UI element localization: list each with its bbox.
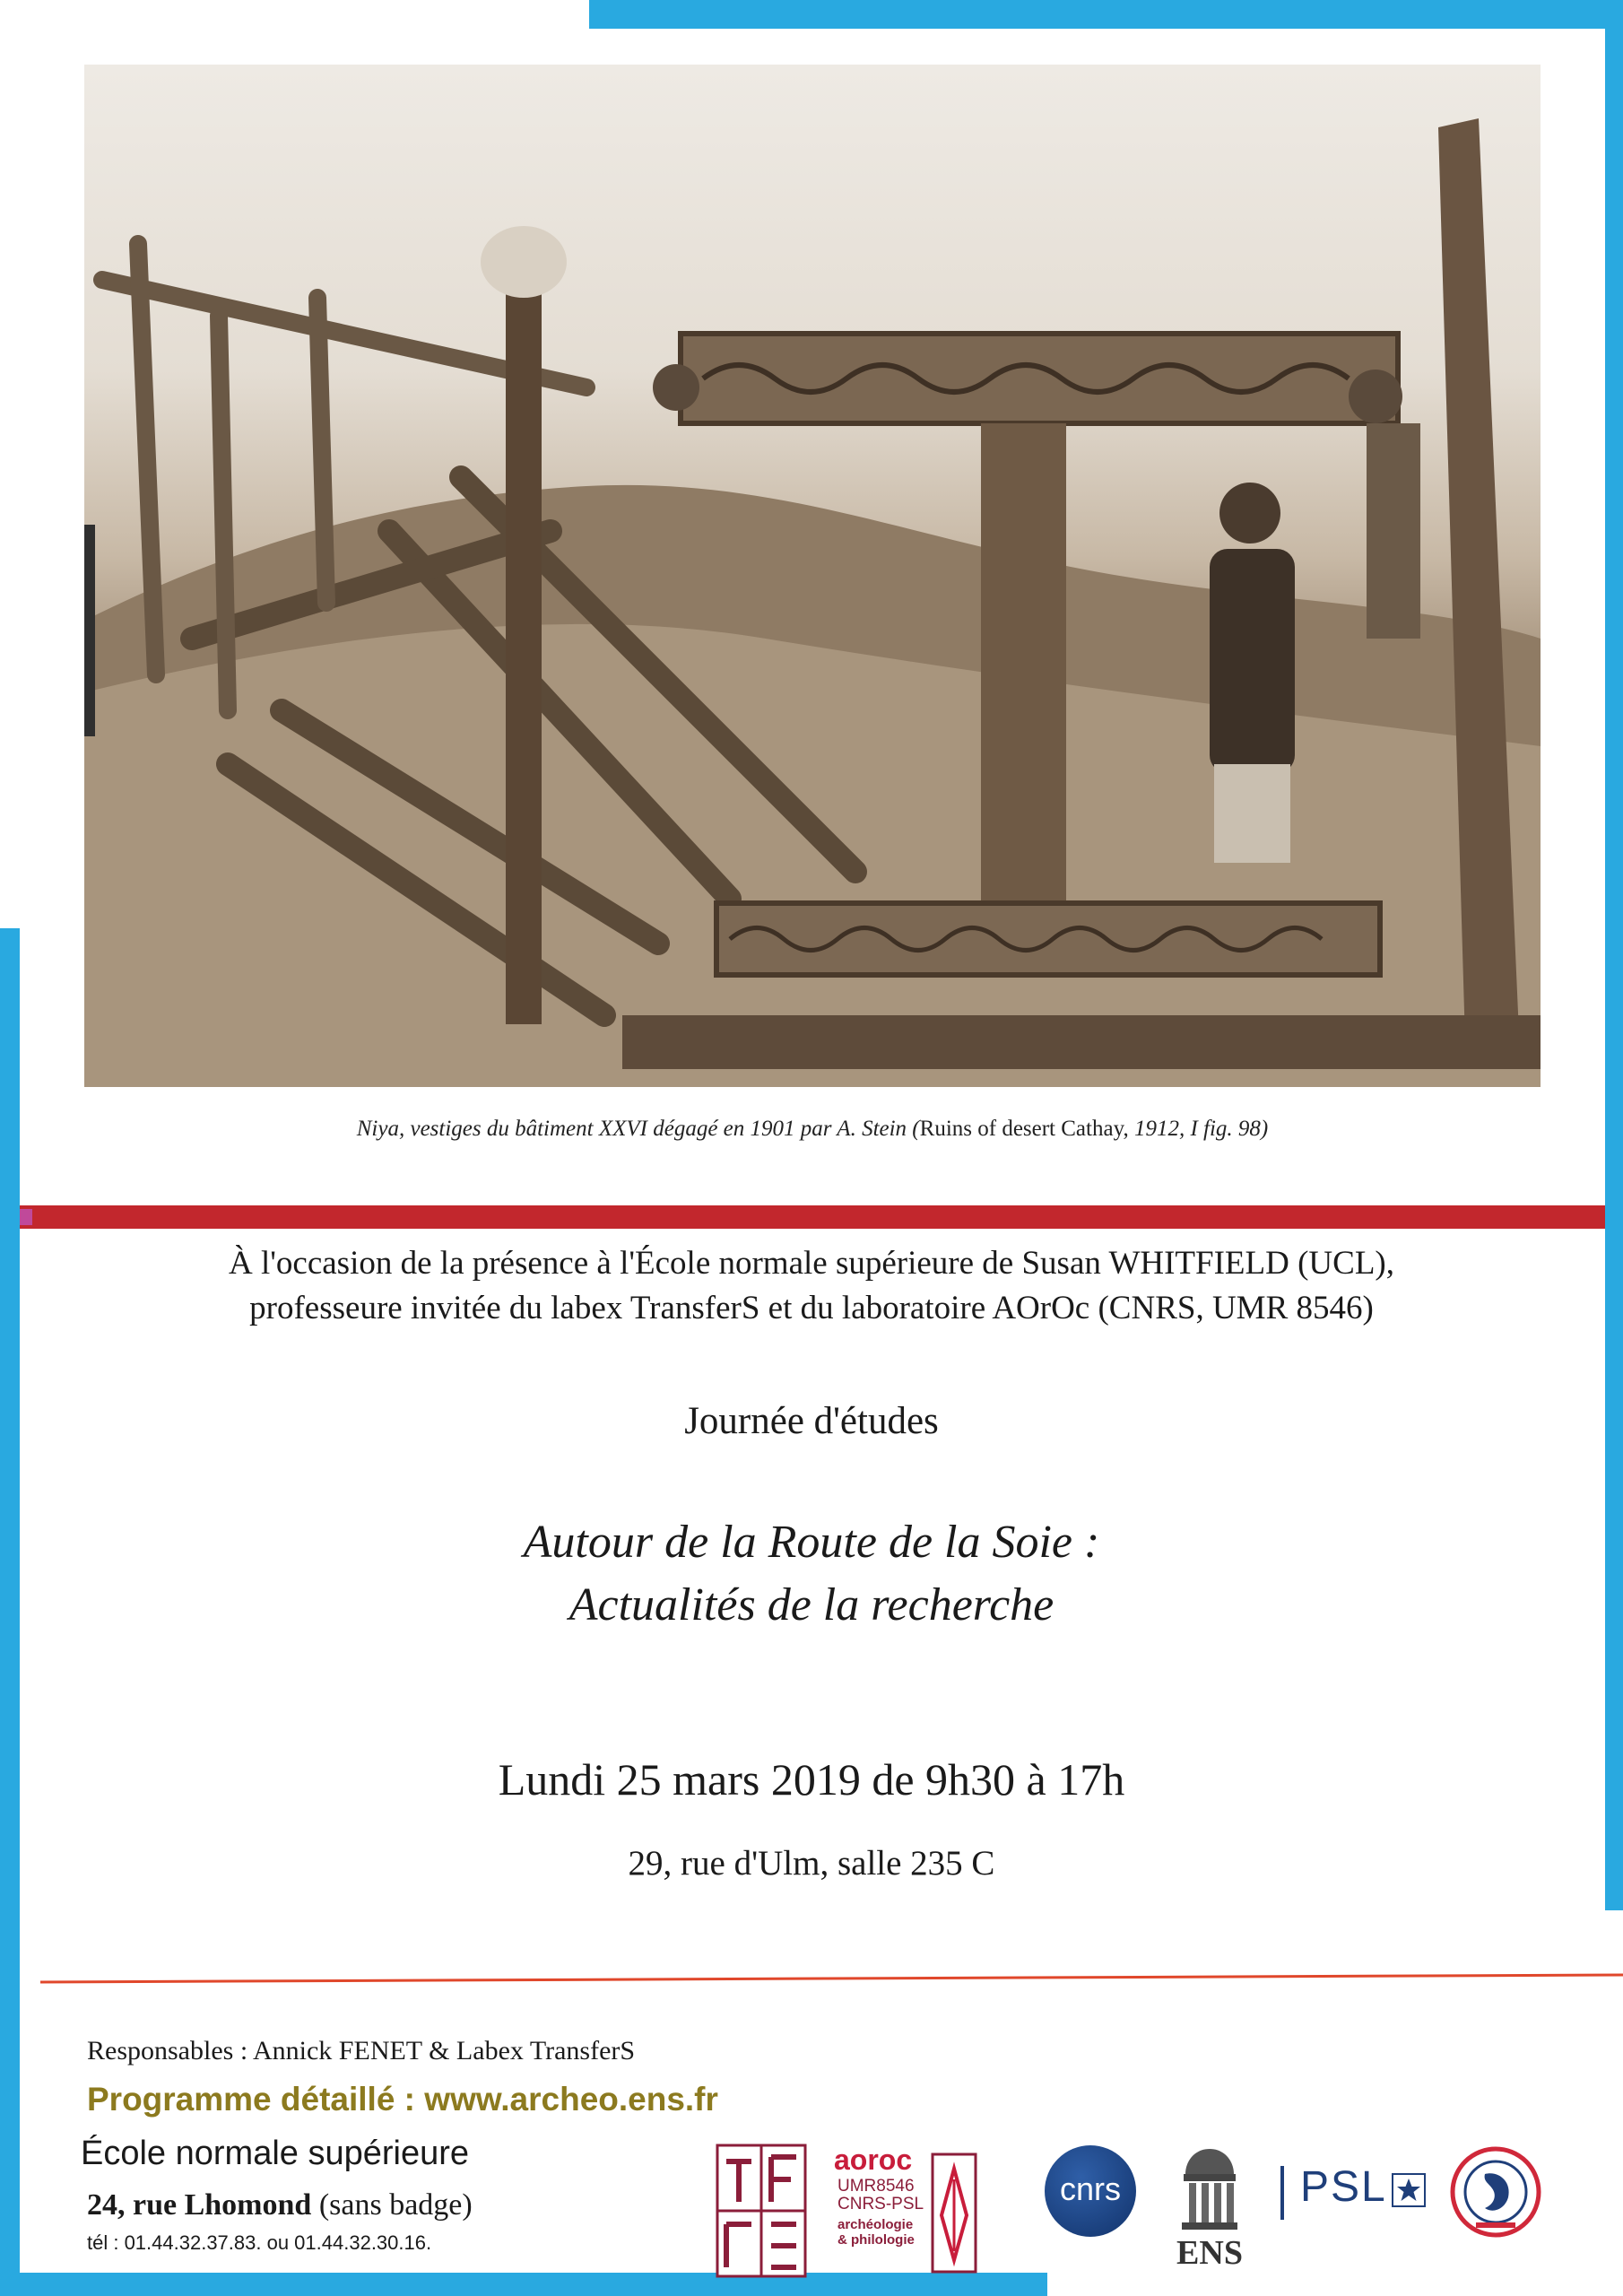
intro-text xyxy=(36,1241,1587,1331)
red-divider xyxy=(20,1205,1605,1229)
aoroc-logo-fields xyxy=(838,2217,915,2248)
caption-part1: Niya, vestiges du bâtiment XXVI dégagé en 1901 par A. Stein ( xyxy=(356,1117,920,1141)
bottom-divider xyxy=(40,1973,1623,1984)
investir-avenir-logo xyxy=(1449,2145,1542,2239)
address-street: 24, rue Lhomond xyxy=(87,2188,312,2222)
psl-bar-icon xyxy=(1273,2166,1291,2220)
frame-top-bar xyxy=(589,0,1623,29)
aoroc-logo-units xyxy=(838,2178,924,2213)
transfers-logo xyxy=(716,2144,807,2278)
event-kind: Journée d'études xyxy=(684,1400,939,1442)
institution-name: École normale supérieure xyxy=(81,2135,470,2172)
ens-building-icon xyxy=(1178,2145,1241,2231)
institution-phone: tél : 01.44.32.37.83. ou 01.44.32.30.16. xyxy=(87,2231,432,2254)
aoroc-logo-umr: UMR8546 xyxy=(838,2177,915,2196)
event-date: Lundi 25 mars 2019 de 9h30 à 17h xyxy=(498,1754,1125,1805)
ens-logo-text: ENS xyxy=(1176,2234,1243,2272)
excavation-photo xyxy=(84,65,1541,1087)
cnrs-logo-text: cnrs xyxy=(1059,2170,1121,2207)
address-note: (sans badge) xyxy=(311,2188,473,2222)
star-icon xyxy=(1392,2173,1426,2207)
caption-part3: 1912, I fig. 98) xyxy=(1128,1117,1269,1141)
caption-book-title: Ruins of desert Cathay, xyxy=(919,1117,1129,1141)
aoroc-logo-name: aoroc xyxy=(834,2144,913,2176)
event-place: 29, rue d'Ulm, salle 235 C xyxy=(628,1844,995,1883)
event-title xyxy=(36,1511,1587,1637)
psl-logo xyxy=(1273,2157,1426,2229)
pink-divider-mark xyxy=(20,1209,32,1225)
photo-caption xyxy=(84,1117,1541,1142)
psl-logo-text: PSL xyxy=(1300,2163,1387,2211)
programme-link[interactable]: Programme détaillé : www.archeo.ens.fr xyxy=(87,2081,718,2118)
frame-right-bar xyxy=(1605,0,1623,1910)
aoroc-logo xyxy=(834,2144,977,2278)
organizers: Responsables : Annick FENET & Labex TransferS xyxy=(87,2036,636,2066)
photo-edge-tab xyxy=(84,525,95,736)
aoroc-logo-cnrs-psl: CNRS-PSL xyxy=(838,2195,924,2213)
aoroc-nib-icon xyxy=(931,2152,977,2274)
cnrs-logo xyxy=(1045,2145,1136,2237)
aoroc-logo-archaeology: archéologie xyxy=(838,2217,914,2232)
ens-logo xyxy=(1169,2145,1250,2271)
aoroc-logo-philology: & philologie xyxy=(838,2232,915,2248)
intro-line-1: À l'occasion de la présence à l'École normale supérieure de Susan WHITFIELD (UCL), xyxy=(229,1245,1394,1282)
event-title-line-2: Actualités de la recherche xyxy=(568,1579,1055,1631)
intro-line-2: professeure invitée du labex TransferS et du laboratoire AOrOc (CNRS, UMR 8546) xyxy=(249,1290,1374,1326)
institution-address xyxy=(87,2188,473,2222)
photo-illustration xyxy=(84,65,1541,1087)
frame-left-bar xyxy=(0,928,20,2296)
event-title-line-1: Autour de la Route de la Soie : xyxy=(523,1517,1100,1568)
